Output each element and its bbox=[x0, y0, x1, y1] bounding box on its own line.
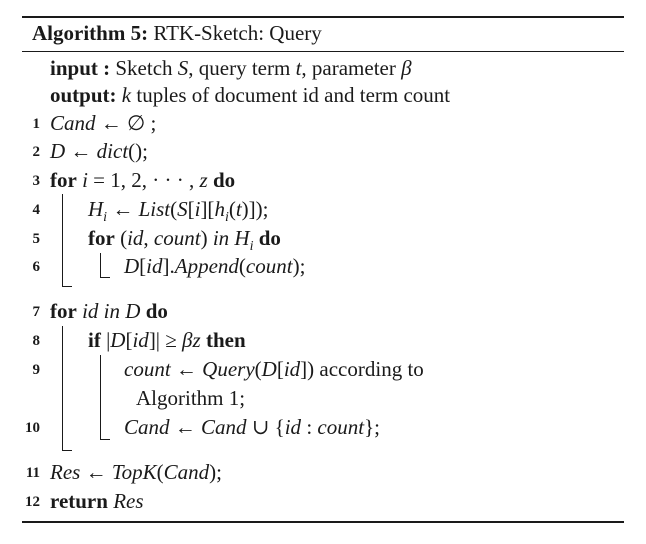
line-number: 8 bbox=[32, 333, 40, 349]
code-line-6: D[id].Append(count); bbox=[124, 254, 306, 278]
caption-label: Algorithm 5: bbox=[32, 21, 149, 45]
caption-title: RTK-Sketch: Query bbox=[153, 21, 322, 45]
line-number: 10 bbox=[25, 420, 40, 436]
code-line-5: for (id, count) in $H_i$ do bbox=[88, 226, 281, 255]
output-line: output: k tuples of document id and term count bbox=[50, 83, 451, 107]
bottom-rule bbox=[22, 521, 624, 523]
top-rule bbox=[22, 16, 624, 18]
line-number: 1 bbox=[32, 116, 40, 132]
inner-for-block-end bbox=[100, 277, 110, 278]
line-number: 5 bbox=[32, 231, 40, 247]
if-block-end bbox=[100, 439, 110, 440]
input-line: input : Sketch S, query term t, parameter β bbox=[50, 56, 412, 80]
algorithm-caption bbox=[32, 20, 322, 46]
line-number: 12 bbox=[25, 494, 40, 510]
code-line-9: count ← Query(D[id]) according to bbox=[124, 357, 424, 381]
inner-for-block-bar bbox=[100, 253, 101, 278]
for-id-block-bar bbox=[62, 326, 63, 450]
line-number: 6 bbox=[32, 259, 40, 275]
code-line-9-continuation: Algorithm 1; bbox=[136, 386, 246, 410]
code-line-8: if |D[id]| ≥ βz then bbox=[88, 328, 246, 352]
line-number: 11 bbox=[25, 465, 40, 481]
line-number: 4 bbox=[32, 202, 40, 218]
if-block-bar bbox=[100, 355, 101, 439]
line-number: 2 bbox=[32, 144, 40, 160]
for-block-end bbox=[62, 286, 72, 287]
for-block-bar bbox=[62, 194, 63, 286]
code-line-11: Res ← TopK(Cand); bbox=[50, 460, 222, 484]
line-number: 7 bbox=[32, 304, 40, 320]
caption-rule bbox=[22, 51, 624, 52]
code-line-3: for i = 1, 2, · · · , z do bbox=[50, 168, 236, 192]
code-line-10: Cand ← Cand ∪ {id : count}; bbox=[124, 415, 380, 439]
code-line-2: D ← dict(); bbox=[50, 139, 148, 163]
code-line-1: Cand ← ∅ ; bbox=[50, 111, 157, 135]
code-line-12: return Res bbox=[50, 489, 144, 513]
line-number: 3 bbox=[32, 173, 40, 189]
for-id-block-end bbox=[62, 450, 72, 451]
code-line-4: $H_i$ ← $List(S[i][h_i(t)])$; bbox=[88, 197, 269, 226]
line-number: 9 bbox=[32, 362, 40, 378]
code-line-7: for id in D do bbox=[50, 299, 168, 323]
